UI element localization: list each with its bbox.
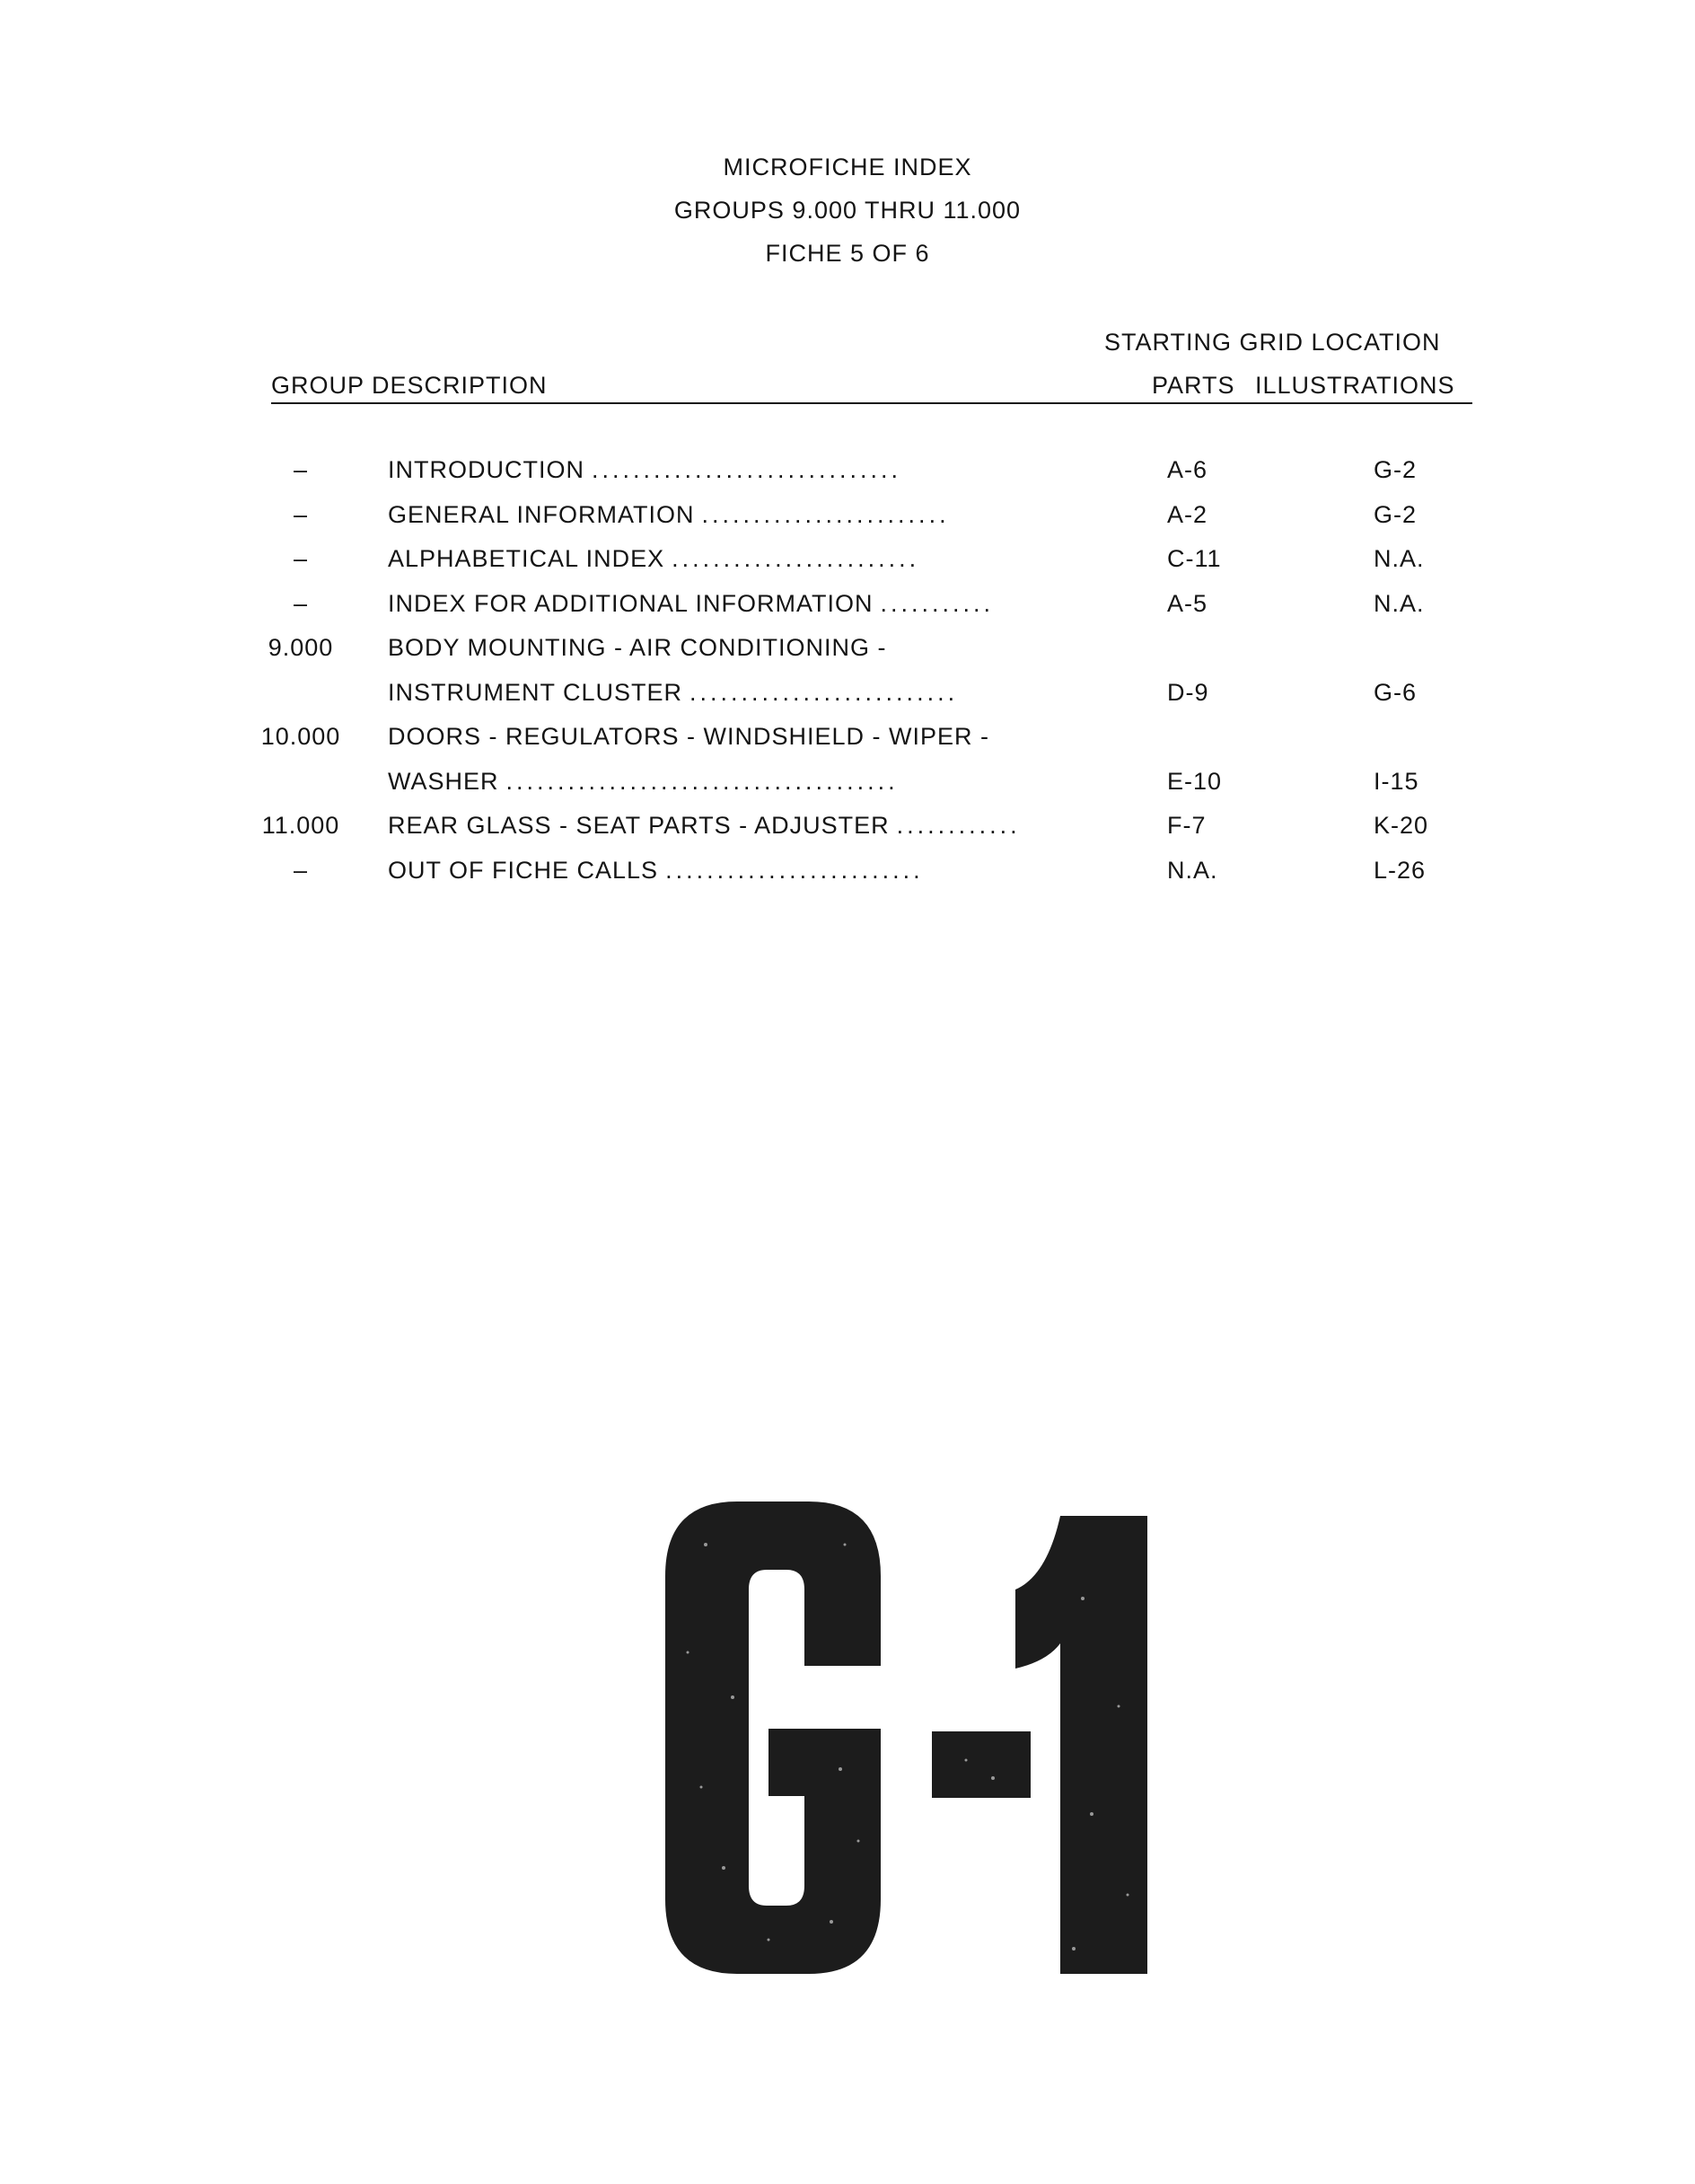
row-description: ALPHABETICAL INDEX [388, 545, 665, 572]
table-row [0, 723, 1695, 766]
row-group-number: – [293, 545, 309, 572]
row-group-number: 11.000 [261, 812, 340, 839]
table-row [0, 857, 1695, 900]
parts-heading: PARTS [1152, 372, 1235, 399]
row-parts-location: A-6 [1167, 456, 1208, 483]
row-group-number: – [293, 456, 309, 483]
row-leader-dots: ........... [880, 589, 995, 617]
table-row [0, 456, 1695, 499]
row-illustrations-location: N.A. [1374, 545, 1425, 572]
row-group-number: 9.000 [268, 634, 334, 661]
row-parts-location: F-7 [1167, 812, 1207, 839]
row-parts-location: A-2 [1167, 500, 1208, 528]
row-illustrations-location: G-2 [1374, 500, 1418, 528]
header-groups: GROUPS 9.000 THRU 11.000 [673, 197, 1022, 224]
row-description: BODY MOUNTING - AIR CONDITIONING - [388, 634, 887, 661]
row-leader-dots: ...................................... [505, 767, 899, 795]
table-row [0, 545, 1695, 588]
row-description: INSTRUMENT CLUSTER [388, 678, 683, 706]
row-illustrations-location: L-26 [1374, 856, 1427, 884]
row-description-cell [388, 679, 1106, 707]
row-illustrations-location: N.A. [1374, 589, 1425, 617]
row-description: INDEX FOR ADDITIONAL INFORMATION [388, 589, 874, 617]
table-row [0, 590, 1695, 633]
header-fiche-number: FICHE 5 OF 6 [765, 240, 930, 267]
row-leader-dots: ............ [896, 812, 1021, 839]
row-description-cell [388, 501, 1106, 529]
row-description-cell [388, 634, 1106, 662]
row-parts-location: A-5 [1167, 589, 1208, 617]
row-parts-location: N.A. [1167, 856, 1218, 884]
table-row [0, 812, 1695, 855]
row-parts-location: C-11 [1167, 545, 1222, 572]
row-illustrations-location: I-15 [1374, 767, 1419, 795]
row-description-cell [388, 456, 1106, 484]
table-row [0, 768, 1695, 811]
row-description-cell [388, 812, 1106, 840]
row-leader-dots: ......................... [665, 856, 924, 884]
row-description: GENERAL INFORMATION [388, 500, 695, 528]
row-description: REAR GLASS - SEAT PARTS - ADJUSTER [388, 812, 890, 839]
row-description-cell [388, 590, 1106, 618]
grid-location-mark [652, 1491, 1164, 1976]
row-leader-dots: ........................ [701, 500, 950, 528]
row-description-cell [388, 857, 1106, 885]
row-description: DOORS - REGULATORS - WINDSHIELD - WIPER - [388, 723, 990, 750]
row-description-cell [388, 723, 1106, 751]
row-parts-location: D-9 [1167, 678, 1209, 706]
row-leader-dots: .............................. [591, 456, 902, 483]
row-illustrations-location: G-2 [1374, 456, 1418, 483]
row-group-number: – [293, 856, 309, 884]
row-parts-location: E-10 [1167, 767, 1223, 795]
row-illustrations-location: K-20 [1374, 812, 1429, 839]
heading-rule [271, 402, 1472, 404]
row-description-cell [388, 768, 1106, 796]
table-row [0, 634, 1695, 677]
row-description: WASHER [388, 767, 499, 795]
grid-mark-hyphen [932, 1731, 1031, 1798]
table-row [0, 679, 1695, 722]
row-leader-dots: .......................... [689, 678, 959, 706]
index-header [0, 145, 1695, 275]
grid-mark-digit-one [1015, 1516, 1147, 1974]
row-group-number: – [293, 500, 309, 528]
row-description: OUT OF FICHE CALLS [388, 856, 659, 884]
row-illustrations-location: G-6 [1374, 678, 1418, 706]
header-title: MICROFICHE INDEX [723, 154, 972, 181]
table-row [0, 501, 1695, 544]
row-description-cell [388, 545, 1106, 573]
row-leader-dots: ........................ [672, 545, 920, 572]
row-group-number: 10.000 [260, 723, 341, 750]
illustrations-heading: ILLUSTRATIONS [1255, 372, 1455, 399]
row-group-number: – [293, 589, 309, 617]
row-description: INTRODUCTION [388, 456, 584, 483]
group-description-heading: GROUP DESCRIPTION [271, 372, 548, 399]
starting-grid-location-heading: STARTING GRID LOCATION [1104, 329, 1441, 356]
grid-mark-letter-g [665, 1502, 881, 1974]
